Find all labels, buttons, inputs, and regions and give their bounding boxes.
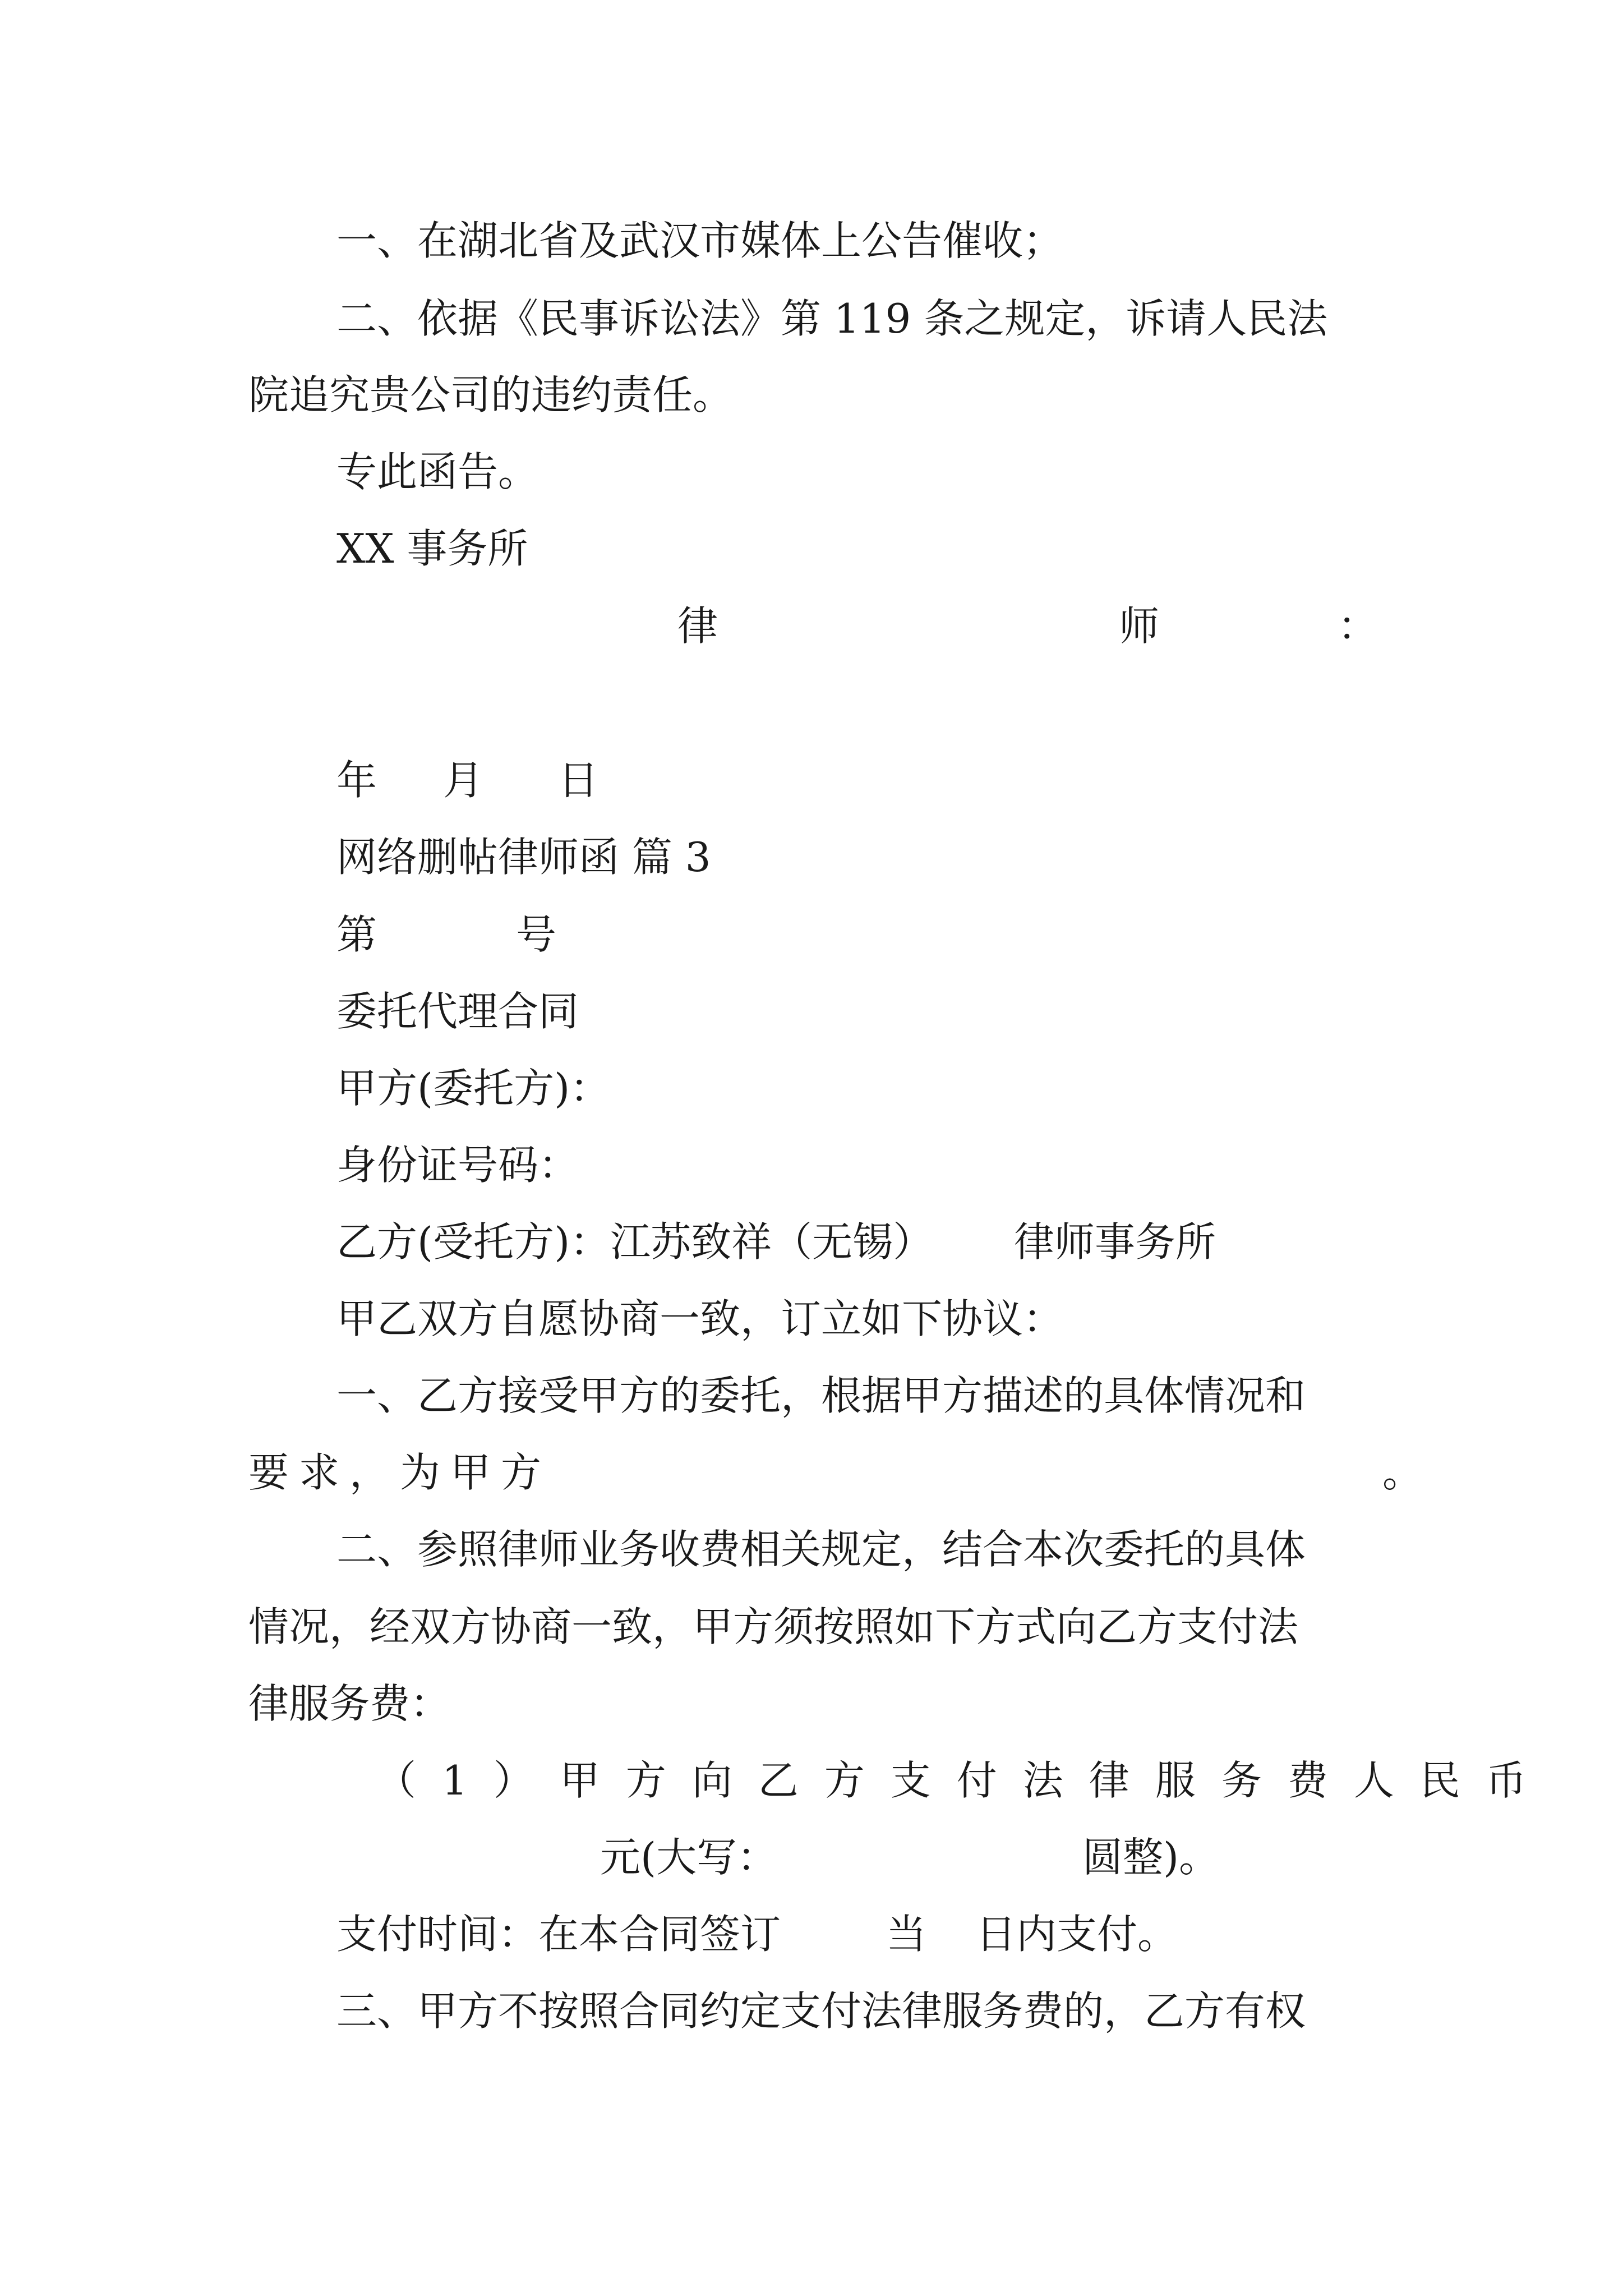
clause-2-line3: 律服务费：	[248, 1680, 451, 1727]
clause-1-end: 。	[1382, 1449, 1423, 1496]
payment-time-b: 当	[886, 1911, 927, 1958]
paragraph-closing: 专此函告。	[336, 448, 539, 495]
party-a-line: 甲方(委托方)：	[336, 1065, 611, 1112]
contract-title: 委托代理合同	[336, 988, 579, 1035]
clause-3-line1: 三、甲方不按照合同约定支付法律服务费的，乙方有权	[336, 1987, 1306, 2035]
fee-line2-a: 元(大写：	[600, 1834, 778, 1881]
party-b-prefix: 乙方(受托方)：江苏致祥（无锡）	[336, 1218, 934, 1266]
payment-time-c: 日内支付。	[976, 1911, 1178, 1958]
paragraph-publication-notice: 一、在湖北省及武汉市媒体上公告催收；	[336, 217, 1064, 264]
paragraph-litigation-line2: 院追究贵公司的违约责任。	[248, 371, 734, 418]
date-year: 年	[336, 757, 377, 804]
number-prefix: 第	[336, 911, 377, 958]
paragraph-litigation-line1: 二、依据《民事诉讼法》第 119 条之规定，诉请人民法	[336, 295, 1328, 342]
signature-lawyer-char2: 师	[1119, 602, 1160, 650]
date-day: 日	[558, 757, 599, 804]
fee-line1: （1）甲方向乙方支付法律服务费人民币	[376, 1757, 1552, 1804]
number-suffix: 号	[516, 911, 557, 958]
clause-2-line2: 情况，经双方协商一致，甲方须按照如下方式向乙方支付法	[248, 1603, 1299, 1650]
agreement-intro: 甲乙双方自愿协商一致，订立如下协议：	[336, 1295, 1064, 1342]
id-number-line: 身份证号码：	[336, 1142, 579, 1189]
signature-firm: XX 事务所	[336, 525, 528, 572]
section-title: 网络删帖律师函 篇 3	[336, 834, 711, 881]
date-month: 月	[443, 757, 484, 804]
clause-1-line2: 要求，为甲方	[248, 1449, 552, 1496]
signature-lawyer-colon: ：	[1338, 602, 1378, 650]
clause-1-line1: 一、乙方接受甲方的委托，根据甲方描述的具体情况和	[336, 1372, 1306, 1419]
signature-lawyer-char1: 律	[677, 602, 718, 650]
payment-time-a: 支付时间：在本合同签订	[336, 1911, 781, 1958]
party-b-suffix: 律师事务所	[1014, 1218, 1216, 1266]
clause-2-line1: 二、参照律师业务收费相关规定，结合本次委托的具体	[336, 1526, 1306, 1573]
fee-line2-b: 圆整)。	[1082, 1834, 1220, 1881]
